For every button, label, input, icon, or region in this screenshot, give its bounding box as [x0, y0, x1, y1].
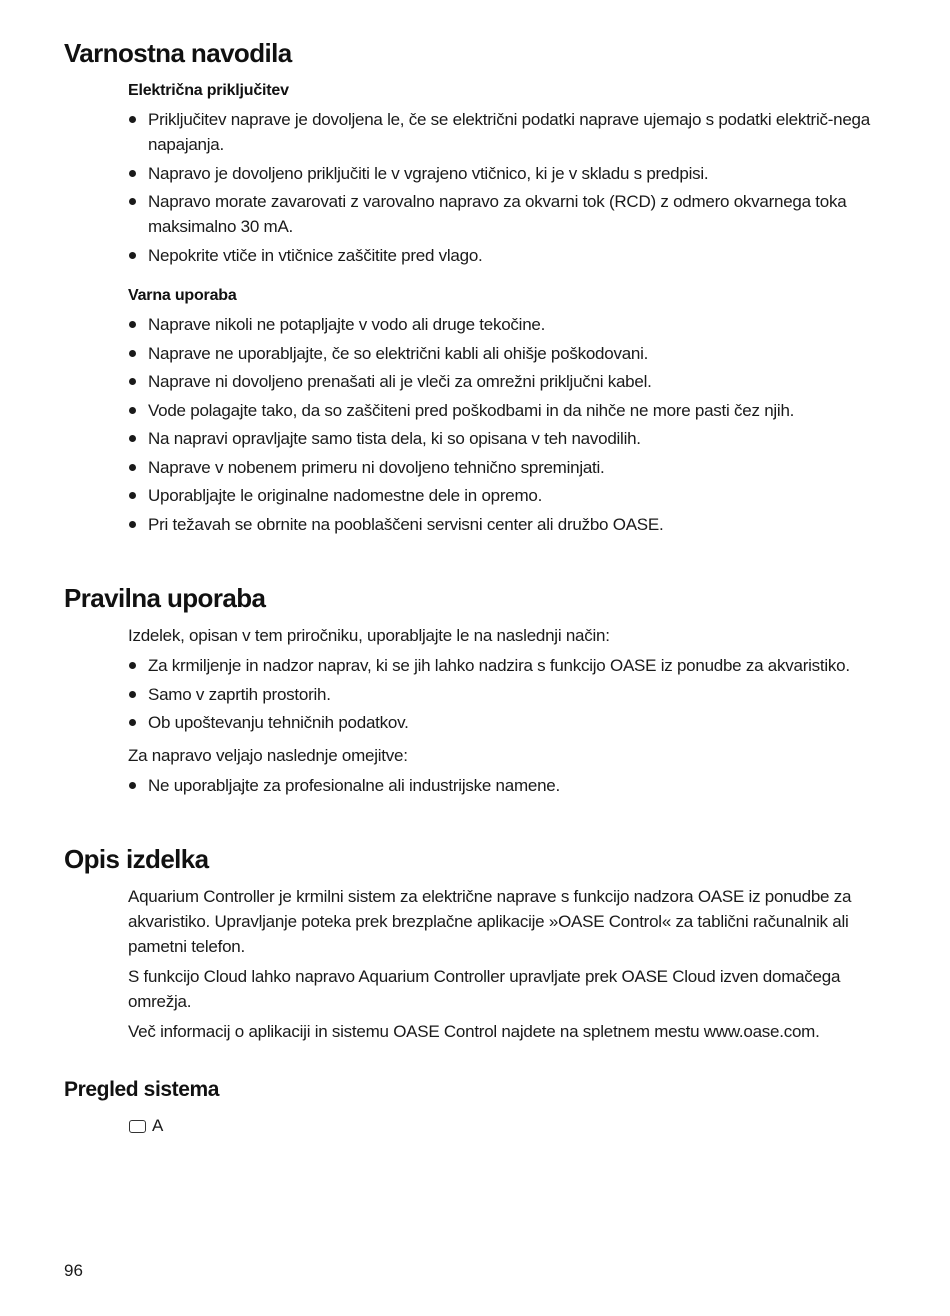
subheading-electrical: Električna priključitev [128, 82, 289, 99]
proper-use-intro: Izdelek, opisan v tem priročniku, uporabljajte le na naslednji način: [128, 626, 610, 645]
bullet-icon [129, 198, 136, 205]
electrical-list-block [128, 107, 884, 271]
list-item: Priključitev naprave je dovoljena le, če se električni podatki naprave ujemajo s podatki električ-nega napajanja. [128, 107, 884, 157]
list-item: Naprave v nobenem primeru ni dovoljeno tehnično spreminjati. [128, 455, 884, 480]
description-paragraph: S funkcijo Cloud lahko napravo Aquarium Controller upravljate prek OASE Cloud izven domačega omrežja. [128, 967, 841, 1011]
restrictions-bullet-list [128, 773, 884, 798]
section-title-proper-use: Pravilna uporaba [64, 583, 266, 613]
bullet-icon [129, 691, 136, 698]
list-item: Na napravi opravljajte samo tista dela, ki so opisana v teh navodilih. [128, 426, 884, 451]
bullet-icon [129, 170, 136, 177]
list-item: Naprave ni dovoljeno prenašati ali je vleči za omrežni priključni kabel. [128, 369, 884, 394]
list-item: Za krmiljenje in nadzor naprav, ki se jih lahko nadzira s funkcijo OASE iz ponudbe za akvaristiko. [128, 653, 884, 678]
bullet-icon [129, 116, 136, 123]
bullet-icon [129, 521, 136, 528]
bullet-icon [129, 464, 136, 471]
list-item: Vode polagajte tako, da so zaščiteni pred poškodbami in da nihče ne more pasti čez njih. [128, 398, 884, 423]
subheading-safe-use: Varna uporaba [128, 287, 237, 304]
list-item: Samo v zaprtih prostorih. [128, 682, 884, 707]
proper-use-block [128, 623, 884, 739]
bullet-icon [129, 719, 136, 726]
bullet-icon [129, 350, 136, 357]
description-paragraph: Več informacij o aplikaciji in sistemu OASE Control najdete na spletnem mestu www.oase.com. [128, 1022, 820, 1041]
restrictions-intro: Za napravo veljajo naslednje omejitve: [128, 746, 408, 765]
figure-reference [129, 1115, 163, 1137]
list-item: Napravo morate zavarovati z varovalno napravo za okvarni tok (RCD) z odmero okvarnega toka maksimalno 30 mA. [128, 189, 884, 239]
bullet-icon [129, 492, 136, 499]
safe-use-bullet-list [128, 312, 884, 537]
figure-reference-label: A [152, 1116, 164, 1135]
list-item: Pri težavah se obrnite na pooblaščeni servisni center ali družbo OASE. [128, 512, 884, 537]
section-title-safety: Varnostna navodila [64, 38, 292, 68]
list-item: Napravo je dovoljeno priključiti le v vgrajeno vtičnico, ki je v skladu s predpisi. [128, 161, 884, 186]
list-item: Naprave nikoli ne potapljajte v vodo ali druge tekočine. [128, 312, 884, 337]
bullet-icon [129, 782, 136, 789]
section-title-overview: Pregled sistema [64, 1078, 220, 1101]
electrical-bullet-list [128, 107, 884, 268]
bullet-icon [129, 378, 136, 385]
bullet-icon [129, 321, 136, 328]
safe-use-list-block [128, 312, 884, 540]
proper-use-bullet-list [128, 653, 884, 735]
bullet-icon [129, 662, 136, 669]
list-item: Naprave ne uporabljajte, če so električni kabli ali ohišje poškodovani. [128, 341, 884, 366]
description-block [128, 884, 884, 1049]
list-item: Nepokrite vtiče in vtičnice zaščitite pred vlago. [128, 243, 884, 268]
page-number: 96 [64, 1261, 83, 1280]
list-item: Ob upoštevanju tehničnih podatkov. [128, 710, 884, 735]
restrictions-block [128, 743, 884, 802]
bullet-icon [129, 435, 136, 442]
list-item: Uporabljajte le originalne nadomestne dele in opremo. [128, 483, 884, 508]
bullet-icon [129, 252, 136, 259]
description-paragraph: Aquarium Controller je krmilni sistem za električne naprave s funkcijo nadzora OASE iz ponudbe za akvaristiko. Upravljanje poteka prek brezplačne aplikacije »OASE Control« za tablični računalnik ali pametni telefon. [128, 887, 852, 956]
figure-reference-icon [129, 1120, 146, 1133]
section-title-description: Opis izdelka [64, 844, 209, 874]
list-item: Ne uporabljajte za profesionalne ali industrijske namene. [128, 773, 884, 798]
bullet-icon [129, 407, 136, 414]
